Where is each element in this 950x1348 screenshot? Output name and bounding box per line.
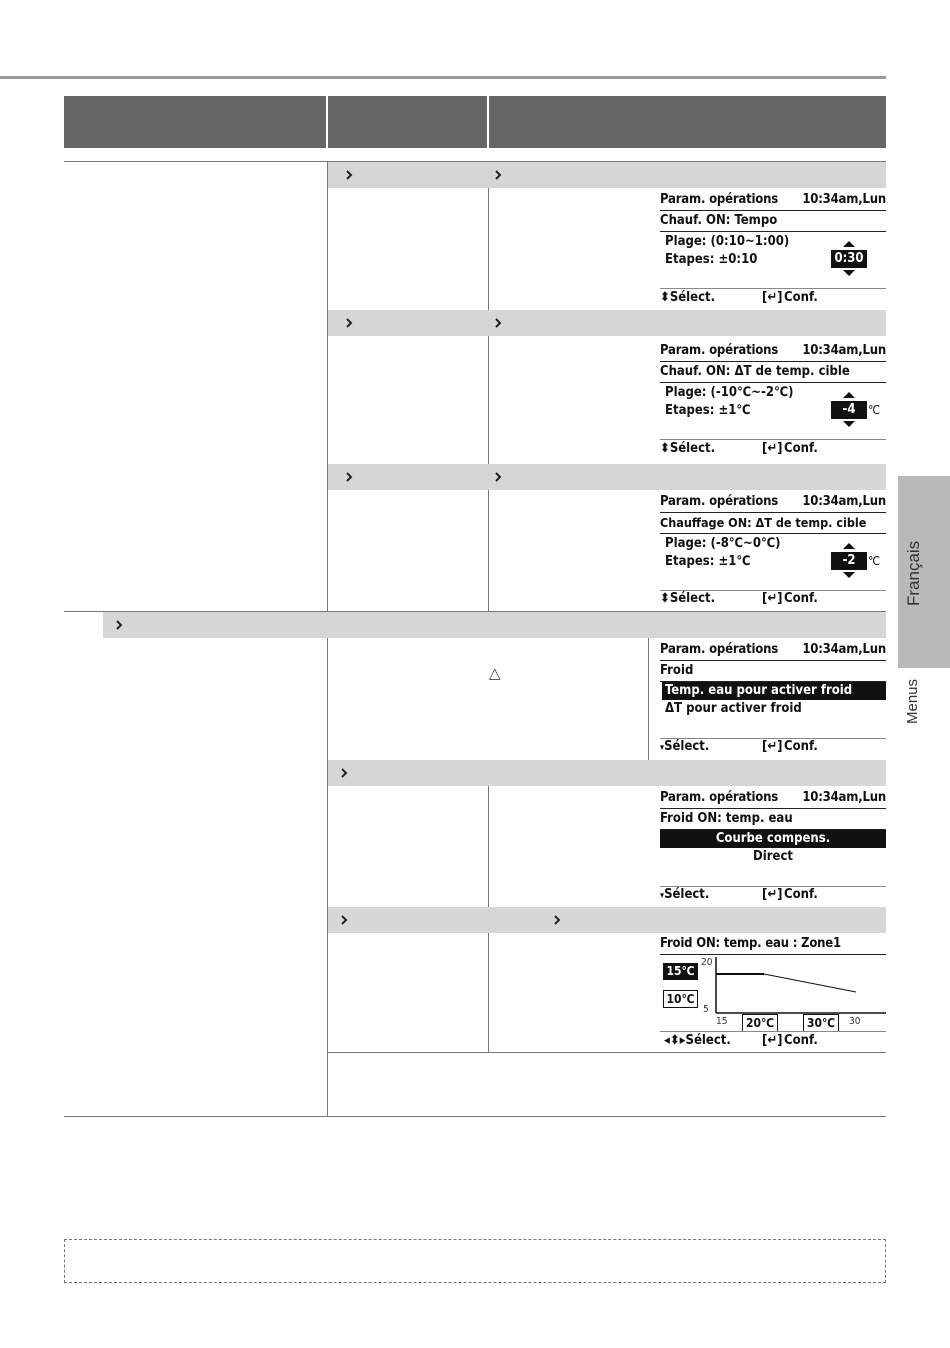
value-box[interactable]: -4 bbox=[831, 401, 867, 419]
screen-footer bbox=[660, 289, 886, 307]
range-text: Plage: (0:10~1:00) bbox=[665, 234, 790, 249]
column-divider bbox=[488, 933, 489, 1052]
divider bbox=[660, 382, 886, 383]
lcd-screen bbox=[660, 641, 886, 759]
down-icon: ▾ bbox=[660, 891, 665, 901]
column-divider bbox=[488, 336, 489, 464]
arrow-up-icon[interactable] bbox=[843, 392, 855, 398]
x-box-1[interactable]: 20℃ bbox=[742, 1014, 778, 1032]
chevron-right-icon bbox=[494, 310, 502, 336]
screen-title: Param. opérations bbox=[660, 343, 778, 358]
enter-icon: [↵] bbox=[762, 591, 783, 606]
screen-title: Param. opérations bbox=[660, 192, 778, 207]
column-divider bbox=[488, 188, 489, 310]
footer-conf: Conf. bbox=[784, 441, 818, 456]
updown-icon: ⬍ bbox=[660, 290, 670, 305]
chevron-right-icon bbox=[553, 907, 561, 933]
screen-subtitle: Froid bbox=[660, 663, 694, 678]
column-divider bbox=[327, 161, 328, 1117]
table-header bbox=[64, 96, 886, 148]
enter-icon: [↵] bbox=[762, 441, 783, 456]
y-bottom-label: 5 bbox=[703, 1004, 709, 1015]
screen-time: 10:34am,Lun bbox=[802, 343, 886, 358]
curve-slope-segment bbox=[764, 974, 856, 992]
chevron-right-icon bbox=[494, 464, 502, 490]
menu-option-selected[interactable]: Courbe compens. bbox=[660, 830, 886, 848]
lcd-screen bbox=[660, 342, 886, 460]
divider bbox=[660, 512, 886, 513]
value-box[interactable]: 0:30 bbox=[831, 250, 867, 268]
menu-option-selected[interactable]: Temp. eau pour activer froid bbox=[662, 682, 886, 700]
updown-icon: ⬍ bbox=[660, 441, 670, 456]
screen-subtitle: Froid ON: temp. eau bbox=[660, 811, 793, 826]
arrow-up-icon[interactable] bbox=[843, 543, 855, 549]
divider bbox=[660, 808, 886, 809]
screen-time: 10:34am,Lun bbox=[802, 790, 886, 805]
footer-select: Sélect. bbox=[664, 739, 710, 754]
screen-subtitle: Chauf. ON: Tempo bbox=[660, 213, 778, 228]
chevron-right-icon bbox=[340, 907, 348, 933]
unit-label: ℃ bbox=[868, 403, 881, 417]
x-box-2[interactable]: 30℃ bbox=[803, 1014, 839, 1032]
chevron-right-icon bbox=[345, 464, 353, 490]
path-band bbox=[328, 310, 886, 336]
high-temp-box[interactable]: 15℃ bbox=[663, 963, 698, 980]
header-separator bbox=[326, 96, 328, 148]
screen-title: Param. opérations bbox=[660, 494, 778, 509]
screen-time: 10:34am,Lun bbox=[802, 494, 886, 509]
screen-footer bbox=[660, 590, 886, 608]
footer-select: Sélect. bbox=[669, 290, 716, 305]
step-text: Etapes: ±0:10 bbox=[665, 252, 758, 267]
column-divider bbox=[488, 786, 489, 907]
divider bbox=[660, 361, 886, 362]
enter-icon: [↵] bbox=[762, 887, 783, 902]
chevron-right-icon bbox=[345, 162, 353, 188]
path-band bbox=[328, 162, 886, 188]
lcd-screen bbox=[660, 191, 886, 309]
footer-select: Sélect. bbox=[669, 591, 716, 606]
step-text: Etapes: ±1℃ bbox=[665, 554, 751, 569]
divider bbox=[660, 210, 886, 211]
lcd-screen bbox=[660, 935, 886, 1051]
screen-title: Froid ON: temp. eau : Zone1 bbox=[660, 936, 841, 951]
footer-conf: Conf. bbox=[784, 1033, 818, 1048]
range-text: Plage: (-8℃~0℃) bbox=[665, 536, 781, 551]
menu-option[interactable]: Direct bbox=[753, 849, 793, 864]
path-band bbox=[328, 464, 886, 490]
updown-icon: ⬍ bbox=[660, 591, 670, 606]
arrow-down-icon[interactable] bbox=[843, 421, 855, 427]
enter-icon: [↵] bbox=[762, 290, 783, 305]
table-bottom-rule bbox=[64, 1116, 886, 1117]
enter-icon: [↵] bbox=[762, 739, 783, 754]
chevron-right-icon bbox=[340, 760, 348, 786]
arrow-up-icon[interactable] bbox=[843, 241, 855, 247]
menu-option[interactable]: ΔT pour activer froid bbox=[665, 701, 802, 716]
curve-chart bbox=[714, 957, 886, 1017]
screen-footer bbox=[660, 738, 886, 756]
divider bbox=[660, 954, 886, 955]
screen-time: 10:34am,Lun bbox=[802, 192, 886, 207]
column-divider bbox=[648, 638, 649, 760]
unit-label: ℃ bbox=[868, 554, 881, 568]
y-top-label: 20 bbox=[701, 957, 713, 968]
lcd-screen bbox=[660, 789, 886, 907]
divider bbox=[660, 231, 886, 232]
down-icon: ▾ bbox=[660, 743, 665, 753]
chevron-right-icon bbox=[494, 162, 502, 188]
footer-conf: Conf. bbox=[784, 739, 818, 754]
section-tab-label: Menus bbox=[904, 678, 921, 724]
screen-footer bbox=[660, 886, 886, 904]
arrow-down-icon[interactable] bbox=[843, 572, 855, 578]
low-temp-box[interactable]: 10℃ bbox=[663, 990, 698, 1008]
screen-footer bbox=[660, 1032, 886, 1050]
chevron-right-icon bbox=[345, 310, 353, 336]
value-box[interactable]: -2 bbox=[831, 552, 867, 570]
enter-icon: [↵] bbox=[762, 1033, 783, 1048]
divider bbox=[660, 533, 886, 534]
path-band bbox=[103, 612, 886, 638]
note-box bbox=[64, 1239, 886, 1283]
footer-select: Sélect. bbox=[664, 887, 710, 902]
x-max-label: 30 bbox=[849, 1016, 861, 1027]
screen-footer bbox=[660, 440, 886, 458]
table-rule bbox=[328, 1052, 886, 1053]
screen-subtitle: Chauffage ON: ΔT de temp. cible bbox=[660, 515, 867, 530]
footer-select: Sélect. bbox=[669, 441, 716, 456]
column-divider bbox=[488, 490, 489, 611]
footer-conf: Conf. bbox=[784, 591, 818, 606]
chevron-right-icon bbox=[115, 612, 123, 638]
footer-conf: Conf. bbox=[784, 290, 818, 305]
range-text: Plage: (-10℃~-2℃) bbox=[665, 385, 794, 400]
footer-conf: Conf. bbox=[784, 887, 818, 902]
x-min-label: 15 bbox=[716, 1016, 728, 1027]
path-band bbox=[328, 907, 886, 933]
triangle-symbol: △ bbox=[489, 664, 501, 682]
screen-title: Param. opérations bbox=[660, 642, 778, 657]
top-rule bbox=[0, 76, 886, 79]
arrow-down-icon[interactable] bbox=[843, 270, 855, 276]
path-band bbox=[328, 760, 886, 786]
screen-title: Param. opérations bbox=[660, 790, 778, 805]
lcd-screen bbox=[660, 493, 886, 611]
header-separator bbox=[487, 96, 489, 148]
screen-subtitle: Chauf. ON: ΔT de temp. cible bbox=[660, 364, 850, 379]
divider bbox=[660, 660, 886, 661]
screen-time: 10:34am,Lun bbox=[802, 642, 886, 657]
language-tab-label: Français bbox=[904, 540, 923, 606]
footer-select: Sélect. bbox=[685, 1033, 731, 1048]
four-way-icon: ◂⬍▸ bbox=[664, 1033, 686, 1048]
step-text: Etapes: ±1℃ bbox=[665, 403, 751, 418]
